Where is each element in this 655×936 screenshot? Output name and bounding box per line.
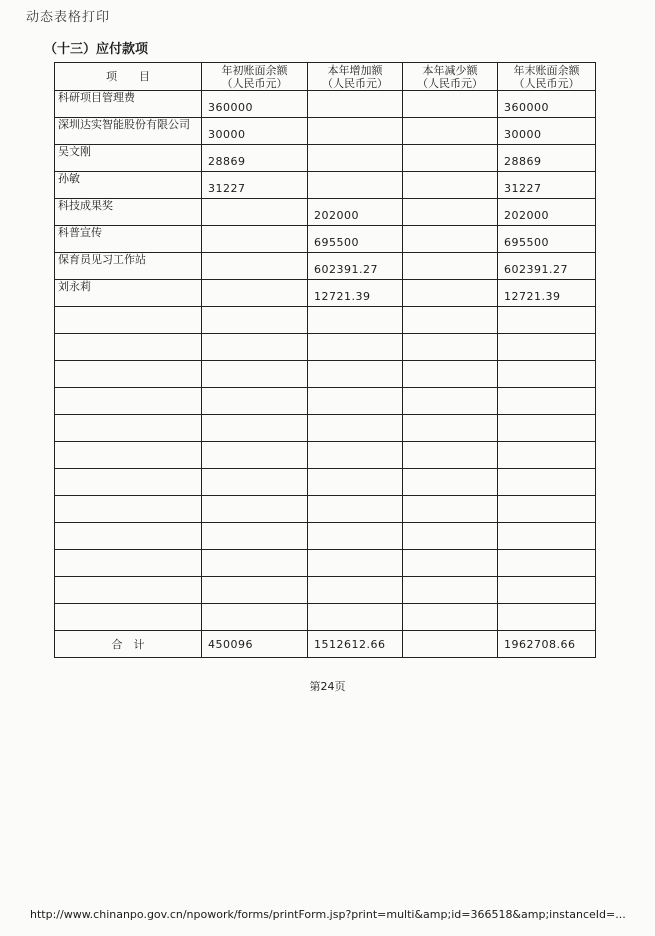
begin-balance-cell (202, 226, 308, 253)
amount-value (308, 496, 402, 506)
decrease-cell (403, 550, 498, 577)
end-balance-cell (498, 523, 596, 550)
amount-value (498, 415, 595, 425)
total-end-value: 1962708.66 (504, 637, 576, 651)
item-name: 深圳达实智能股份有限公司 (58, 118, 190, 131)
amount-value: 695500 (504, 236, 549, 249)
amount-value (498, 442, 595, 452)
amount-value (403, 604, 497, 614)
item-name (58, 523, 201, 524)
table-row (55, 523, 596, 550)
table-row (55, 199, 596, 226)
amount-value (202, 388, 307, 398)
amount-value (308, 172, 402, 182)
total-begin-cell (202, 631, 308, 658)
decrease-cell (403, 118, 498, 145)
item-cell (55, 415, 202, 442)
table-row (55, 172, 596, 199)
amount-value (403, 91, 497, 101)
item-cell (55, 280, 202, 307)
begin-balance-cell (202, 415, 308, 442)
begin-balance-cell (202, 361, 308, 388)
begin-balance-cell (202, 145, 308, 172)
amount-value (403, 577, 497, 587)
item-cell (55, 334, 202, 361)
column-header-unit: （人民币元） (221, 76, 288, 90)
table-row (55, 145, 596, 172)
end-balance-cell (498, 442, 596, 469)
decrease-cell (403, 280, 498, 307)
end-balance-cell (498, 91, 596, 118)
table-row (55, 253, 596, 280)
total-label-cell (55, 631, 202, 658)
amount-value (202, 523, 307, 533)
begin-balance-cell (202, 118, 308, 145)
amount-value: 28869 (208, 155, 246, 168)
table-row (55, 307, 596, 334)
amount-value: 360000 (208, 101, 253, 114)
decrease-cell (403, 361, 498, 388)
table-row (55, 577, 596, 604)
increase-cell (308, 388, 403, 415)
amount-value (202, 604, 307, 614)
table-row (55, 550, 596, 577)
amount-value: 30000 (504, 128, 542, 141)
end-balance-cell (498, 280, 596, 307)
amount-value (202, 199, 307, 209)
decrease-cell (403, 172, 498, 199)
begin-balance-cell (202, 523, 308, 550)
table-row (55, 91, 596, 118)
amount-value (403, 334, 497, 344)
amount-value (202, 334, 307, 344)
amount-value (498, 469, 595, 479)
amount-value (403, 496, 497, 506)
begin-balance-cell (202, 469, 308, 496)
amount-value (498, 388, 595, 398)
increase-cell (308, 604, 403, 631)
decrease-cell (403, 442, 498, 469)
amount-value (202, 442, 307, 452)
increase-cell (308, 550, 403, 577)
amount-value (403, 253, 497, 263)
amount-value: 31227 (504, 182, 542, 195)
amount-value (308, 604, 402, 614)
increase-cell (308, 307, 403, 334)
item-name: 科技成果奖 (58, 199, 113, 212)
begin-balance-cell (202, 199, 308, 226)
decrease-cell (403, 604, 498, 631)
amount-value (403, 172, 497, 182)
begin-balance-cell (202, 388, 308, 415)
amount-value (403, 145, 497, 155)
increase-cell (308, 334, 403, 361)
print-header: 动态表格打印 (26, 10, 111, 25)
increase-cell (308, 118, 403, 145)
table-row (55, 604, 596, 631)
table-row (55, 415, 596, 442)
item-name (58, 388, 201, 389)
increase-cell (308, 577, 403, 604)
end-balance-cell (498, 388, 596, 415)
amount-value (403, 226, 497, 236)
amount-value (403, 361, 497, 371)
item-name: 刘永莉 (58, 280, 91, 293)
end-balance-cell (498, 307, 596, 334)
total-begin-value: 450096 (208, 637, 253, 651)
increase-cell (308, 226, 403, 253)
amount-value (403, 307, 497, 317)
amount-value (403, 469, 497, 479)
amount-value (403, 388, 497, 398)
decrease-cell (403, 577, 498, 604)
item-cell (55, 604, 202, 631)
amount-value (202, 361, 307, 371)
decrease-cell (403, 523, 498, 550)
item-name: 保育员见习工作站 (58, 253, 146, 266)
increase-cell (308, 496, 403, 523)
item-cell (55, 469, 202, 496)
amount-value: 12721.39 (504, 290, 561, 303)
total-end-cell (498, 631, 596, 658)
increase-cell (308, 91, 403, 118)
item-name (58, 442, 201, 443)
decrease-cell (403, 496, 498, 523)
item-name: 孙敏 (58, 172, 80, 185)
amount-value (308, 361, 402, 371)
end-balance-cell (498, 253, 596, 280)
amount-value (498, 550, 595, 560)
column-header-label: 年初账面余额 (221, 63, 288, 77)
amount-value: 31227 (208, 182, 246, 195)
end-balance-cell (498, 496, 596, 523)
item-cell (55, 361, 202, 388)
end-balance-cell (498, 145, 596, 172)
decrease-cell (403, 415, 498, 442)
amount-value (403, 118, 497, 128)
item-cell (55, 253, 202, 280)
column-header-begin-balance (202, 63, 308, 91)
amount-value: 28869 (504, 155, 542, 168)
amount-value (498, 523, 595, 533)
amount-value (308, 118, 402, 128)
amount-value (308, 523, 402, 533)
decrease-cell (403, 253, 498, 280)
total-row (55, 631, 596, 658)
increase-cell (308, 280, 403, 307)
payables-table (54, 62, 596, 658)
amount-value (403, 199, 497, 209)
column-header-decrease (403, 63, 498, 91)
footer-url: http://www.chinanpo.gov.cn/npowork/forms/printForm.jsp?print=multi&amp;id=366518&amp;instanceId=... (30, 908, 626, 921)
item-name (58, 307, 201, 308)
item-cell (55, 226, 202, 253)
column-header-end-balance (498, 63, 596, 91)
item-cell (55, 550, 202, 577)
item-name (58, 577, 201, 578)
amount-value (202, 415, 307, 425)
item-name (58, 604, 201, 605)
decrease-cell (403, 91, 498, 118)
amount-value: 695500 (314, 236, 359, 249)
amount-value (403, 550, 497, 560)
amount-value (308, 91, 402, 101)
amount-value (498, 361, 595, 371)
table-row (55, 496, 596, 523)
table-row (55, 361, 596, 388)
increase-cell (308, 361, 403, 388)
amount-value (403, 442, 497, 452)
column-header-increase (308, 63, 403, 91)
section-title: （十三）应付款项 (44, 42, 149, 57)
amount-value (308, 307, 402, 317)
end-balance-cell (498, 334, 596, 361)
increase-cell (308, 253, 403, 280)
begin-balance-cell (202, 91, 308, 118)
item-cell (55, 91, 202, 118)
table-row (55, 469, 596, 496)
column-header-item (55, 63, 202, 91)
column-header-unit: （人民币元） (513, 76, 580, 90)
increase-cell (308, 469, 403, 496)
amount-value (308, 334, 402, 344)
item-cell (55, 118, 202, 145)
amount-value (403, 415, 497, 425)
amount-value (403, 523, 497, 533)
total-increase-value: 1512612.66 (314, 637, 386, 651)
item-name (58, 469, 201, 470)
item-name (58, 550, 201, 551)
increase-cell (308, 145, 403, 172)
amount-value (202, 496, 307, 506)
amount-value (202, 577, 307, 587)
amount-value: 602391.27 (314, 263, 378, 276)
amount-value (308, 388, 402, 398)
decrease-cell (403, 388, 498, 415)
item-cell (55, 523, 202, 550)
increase-cell (308, 442, 403, 469)
amount-value (403, 280, 497, 290)
begin-balance-cell (202, 496, 308, 523)
column-header-label: 本年减少额 (422, 63, 478, 77)
item-name (58, 361, 201, 362)
table-row (55, 388, 596, 415)
amount-value (202, 307, 307, 317)
table-row (55, 280, 596, 307)
decrease-cell (403, 469, 498, 496)
item-cell (55, 199, 202, 226)
amount-value: 30000 (208, 128, 246, 141)
end-balance-cell (498, 550, 596, 577)
total-increase-cell (308, 631, 403, 658)
table-row (55, 118, 596, 145)
amount-value (498, 604, 595, 614)
amount-value (202, 280, 307, 290)
increase-cell (308, 523, 403, 550)
amount-value (498, 577, 595, 587)
amount-value (202, 469, 307, 479)
column-header-label: 本年增加额 (327, 63, 383, 77)
item-name (58, 415, 201, 416)
column-header-label: 项 目 (106, 70, 150, 83)
amount-value (308, 415, 402, 425)
decrease-cell (403, 226, 498, 253)
end-balance-cell (498, 226, 596, 253)
decrease-cell (403, 334, 498, 361)
column-header-unit: （人民币元） (322, 76, 388, 90)
amount-value (202, 226, 307, 236)
decrease-cell (403, 199, 498, 226)
table-row (55, 442, 596, 469)
begin-balance-cell (202, 577, 308, 604)
amount-value (498, 334, 595, 344)
end-balance-cell (498, 604, 596, 631)
begin-balance-cell (202, 253, 308, 280)
end-balance-cell (498, 118, 596, 145)
amount-value: 12721.39 (314, 290, 371, 303)
end-balance-cell (498, 361, 596, 388)
column-header-unit: （人民币元） (417, 76, 483, 90)
end-balance-cell (498, 172, 596, 199)
total-label: 合 计 (111, 637, 145, 651)
item-cell (55, 145, 202, 172)
item-cell (55, 307, 202, 334)
end-balance-cell (498, 577, 596, 604)
end-balance-cell (498, 415, 596, 442)
table-row (55, 334, 596, 361)
item-name: 吴文刚 (58, 145, 91, 158)
item-cell (55, 577, 202, 604)
amount-value (308, 469, 402, 479)
begin-balance-cell (202, 334, 308, 361)
amount-value: 202000 (314, 209, 359, 222)
total-decrease-cell (403, 631, 498, 658)
item-name (58, 496, 201, 497)
amount-value (308, 577, 402, 587)
amount-value (308, 550, 402, 560)
amount-value: 602391.27 (504, 263, 568, 276)
amount-value: 360000 (504, 101, 549, 114)
begin-balance-cell (202, 442, 308, 469)
item-name: 科普宣传 (58, 226, 102, 239)
amount-value (202, 550, 307, 560)
page-number: 第24页 (309, 680, 346, 693)
item-cell (55, 496, 202, 523)
begin-balance-cell (202, 550, 308, 577)
item-name: 科研项目管理费 (58, 91, 135, 104)
amount-value (308, 145, 402, 155)
amount-value (202, 253, 307, 263)
begin-balance-cell (202, 280, 308, 307)
increase-cell (308, 172, 403, 199)
decrease-cell (403, 145, 498, 172)
item-name (58, 334, 201, 335)
end-balance-cell (498, 469, 596, 496)
begin-balance-cell (202, 307, 308, 334)
amount-value (498, 496, 595, 506)
amount-value (308, 442, 402, 452)
begin-balance-cell (202, 604, 308, 631)
table-header-row (55, 63, 596, 91)
increase-cell (308, 415, 403, 442)
table-row (55, 226, 596, 253)
column-header-label: 年末账面余额 (513, 63, 580, 77)
begin-balance-cell (202, 172, 308, 199)
item-cell (55, 172, 202, 199)
amount-value (498, 307, 595, 317)
decrease-cell (403, 307, 498, 334)
end-balance-cell (498, 199, 596, 226)
item-cell (55, 442, 202, 469)
amount-value: 202000 (504, 209, 549, 222)
item-cell (55, 388, 202, 415)
increase-cell (308, 199, 403, 226)
